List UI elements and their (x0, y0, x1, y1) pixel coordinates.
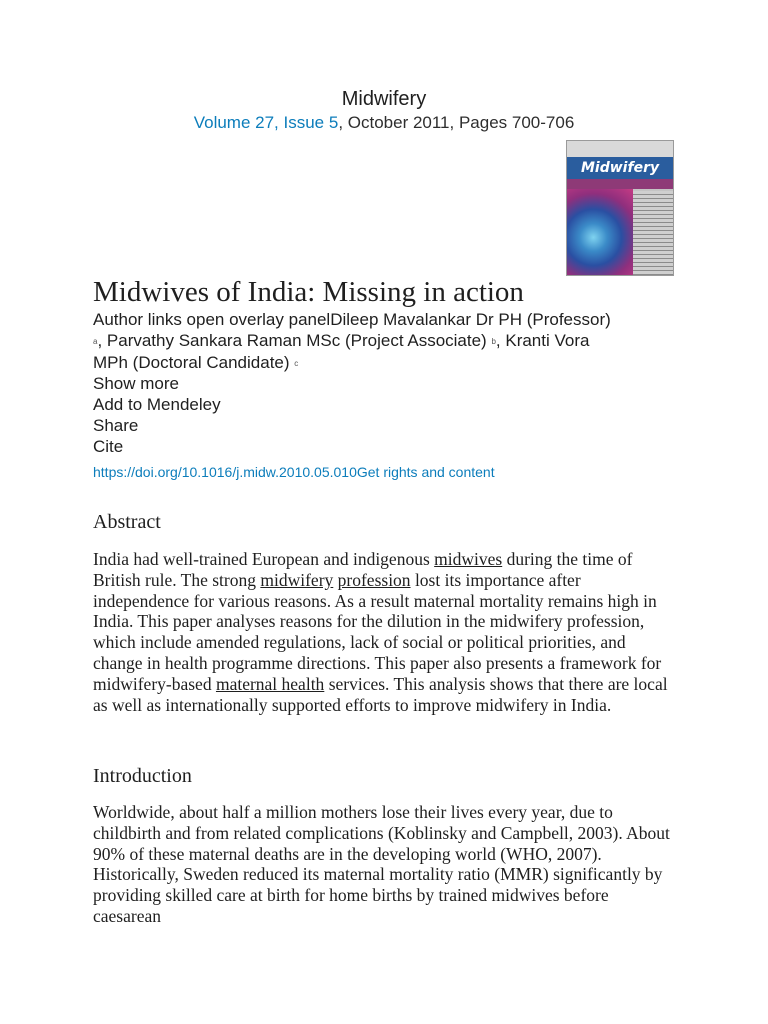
article-title: Midwives of India: Missing in action (93, 276, 524, 308)
rights-link[interactable]: Get rights and content (356, 464, 495, 480)
abstract-text-run: India had well-trained European and indigenous (93, 549, 435, 569)
abstract-heading: Abstract (93, 511, 161, 533)
doi-link[interactable]: https://doi.org/10.1016/j.midw.2010.05.010 (93, 464, 357, 480)
cover-contents-list (633, 191, 674, 275)
volume-issue-link[interactable]: Volume 27, Issue 5 (193, 113, 339, 132)
author-list (93, 309, 613, 374)
affiliation-mark[interactable]: b (491, 337, 496, 347)
issue-line (0, 113, 768, 133)
introduction-heading: Introduction (93, 765, 192, 787)
journal-title[interactable]: Midwifery (341, 88, 427, 110)
maternal-health-link[interactable]: maternal health (215, 673, 325, 694)
add-to-mendeley-button[interactable]: Add to Mendeley (93, 395, 221, 414)
doi-line (93, 464, 495, 480)
journal-cover-image[interactable] (566, 140, 674, 276)
abstract-text (93, 549, 673, 715)
author-links-1[interactable]: Author links open overlay panelDileep Mavalankar Dr PH (Professor) (93, 310, 611, 329)
author-links-2[interactable]: , Parvathy Sankara Raman MSc (Project Associate) (97, 331, 487, 350)
share-button[interactable]: Share (93, 416, 139, 435)
midwifery-link[interactable]: midwifery (260, 569, 334, 590)
cover-artwork (567, 189, 633, 276)
profession-link[interactable]: profession (337, 569, 411, 590)
abstract-text-run: services. This analysis shows that there are local as well as internationally supported efforts to improve midwifery in India. (93, 673, 668, 715)
abstract-text-run: lost its importance after independence for various reasons. As a result maternal mortality remains high in India. This paper analyses reasons for the dilution in the midwifery profession, which include amended regulations, lack of social or political priorities, and change in health programme directions. This paper also presents a framework for midwifery-based (93, 569, 662, 694)
cover-header-strip (567, 141, 673, 157)
affiliation-mark[interactable]: a (93, 337, 98, 347)
show-more-button[interactable]: Show more (93, 374, 179, 393)
cover-subtitle-strip (567, 179, 673, 189)
midwives-link[interactable]: midwives (434, 549, 503, 569)
affiliation-mark[interactable]: c (294, 359, 299, 369)
abstract-text-run: during the time of British rule. The strong (93, 549, 633, 590)
issue-details: , October 2011, Pages 700-706 (338, 113, 575, 132)
introduction-text: Worldwide, about half a million mothers lose their lives every year, due to childbirth and from related complications (Koblinsky and Campbell, 2003). About 90% of these maternal deaths are in the developing world (WHO, 2007). Historically, Sweden reduced its maternal mortality ratio (MMR) significantly by providing skilled care at birth for home births by trained midwives before caesarean (93, 802, 670, 926)
cite-button[interactable]: Cite (93, 437, 124, 456)
cover-title: Midwifery (567, 157, 673, 179)
author-links-3[interactable]: , Kranti Vora MPh (Doctoral Candidate) (93, 331, 590, 373)
